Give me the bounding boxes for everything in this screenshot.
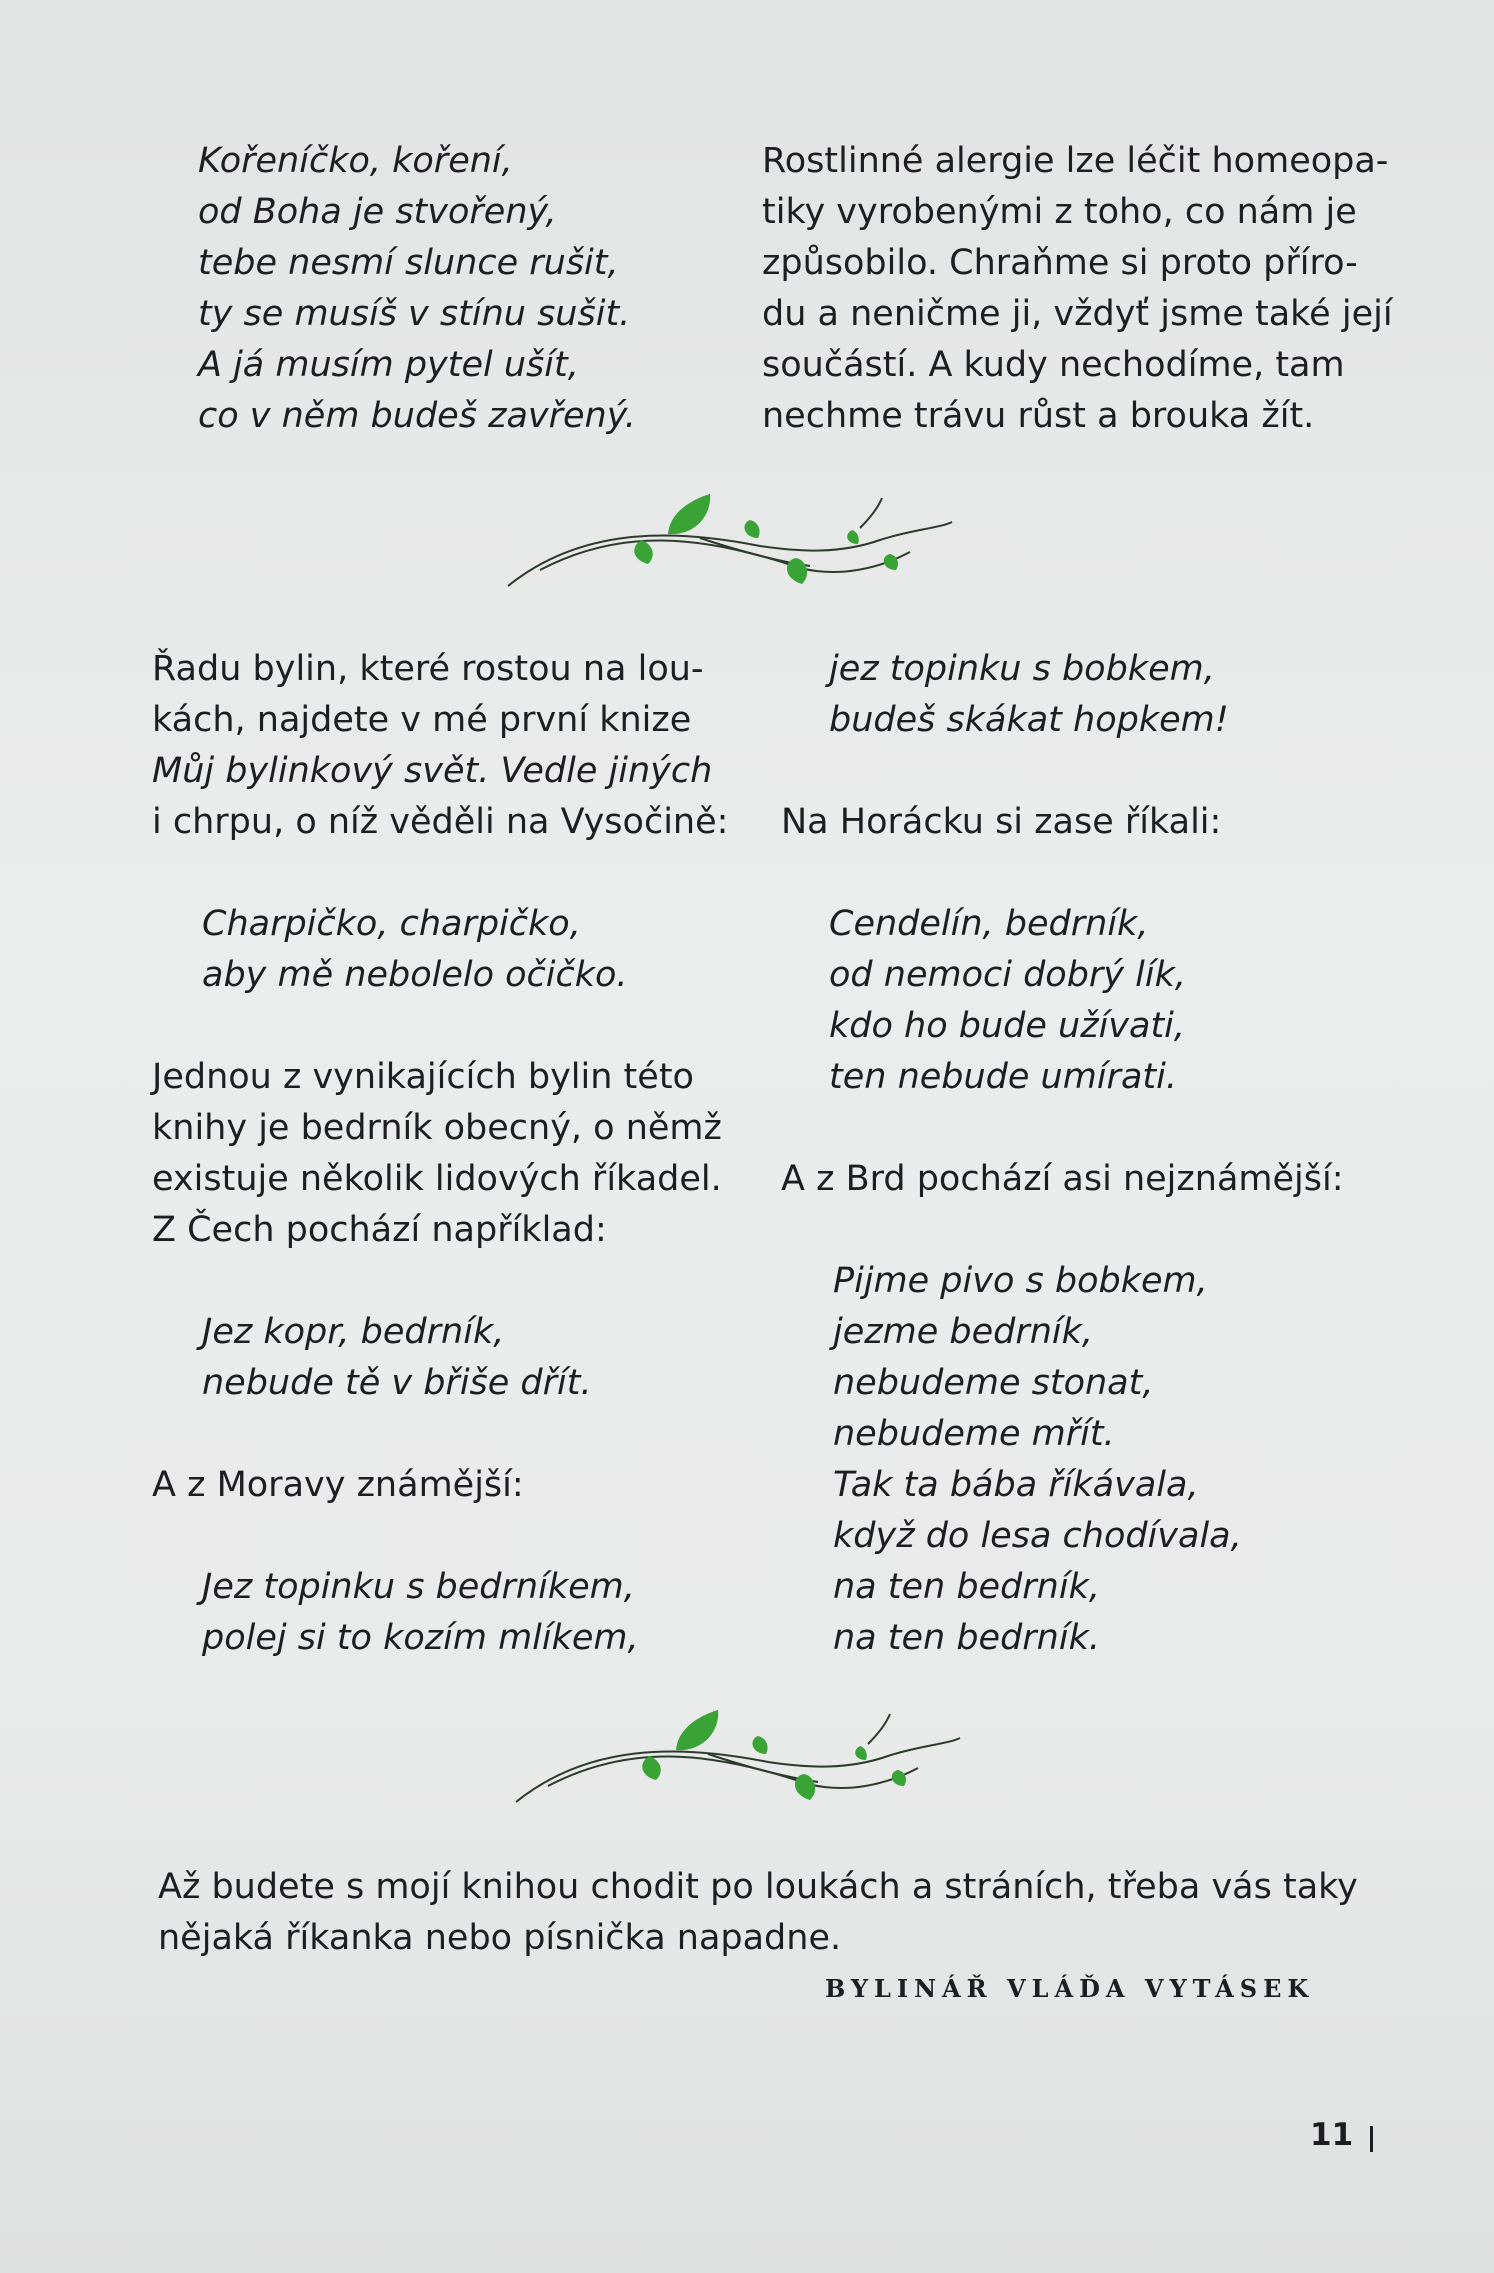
poem-line: budeš skákat hopkem! <box>829 700 1229 740</box>
prose-line: tiky vyrobenými z toho, co nám je <box>762 192 1357 232</box>
closing-paragraph <box>158 1862 1358 1964</box>
prose-line: A z Brd pochází asi nejznámější: <box>781 1159 1344 1199</box>
prose-line: kách, najdete v mé první knize <box>152 700 692 740</box>
poem-line: Tak ta bába říkávala, <box>833 1465 1199 1505</box>
prose-line: způsobilo. Chraňme si proto příro- <box>762 243 1358 283</box>
prose-line: Z Čech pochází například: <box>152 1210 607 1250</box>
poem-line: jezme bedrník, <box>833 1312 1094 1352</box>
left-column <box>152 644 728 1664</box>
prose-line: Až budete s mojí knihou chodit po loukách a stráních, třeba vás taky <box>158 1867 1358 1907</box>
prose-line: du a neničme ji, vždyť jsme také její <box>762 294 1393 334</box>
top-prose <box>762 136 1393 442</box>
prose-line: nechme trávu růst a brouka žít. <box>762 396 1315 436</box>
prose-line: Na Horácku si zase říkali: <box>781 802 1222 842</box>
prose-line: nějaká říkanka nebo písnička napadne. <box>158 1918 842 1958</box>
poem-line: aby mě nebolelo očičko. <box>202 955 628 995</box>
poem-line: nebudeme mřít. <box>833 1414 1115 1454</box>
poem-line: Jez topinku s bedrníkem, <box>202 1567 635 1607</box>
vine-ornament-icon <box>508 1704 968 1810</box>
prose-line: knihy je bedrník obecný, o němž <box>152 1108 722 1148</box>
prose-line: Rostlinné alergie lze léčit homeopa- <box>762 141 1389 181</box>
prose-line: A z Moravy známější: <box>152 1465 524 1505</box>
poem-line: Jez kopr, bedrník, <box>202 1312 505 1352</box>
poem-line: nebude tě v břiše dřít. <box>202 1363 592 1403</box>
right-column <box>781 644 1344 1664</box>
poem-line: na ten bedrník. <box>833 1618 1100 1658</box>
prose-line: Jednou z vynikajících bylin této <box>152 1057 694 1097</box>
poem-line: od Boha je stvořený, <box>198 192 557 232</box>
prose-line: součástí. A kudy nechodíme, tam <box>762 345 1345 385</box>
page-number-divider <box>1370 2126 1373 2152</box>
prose-line: i chrpu, o níž věděli na Vysočině: <box>152 802 729 842</box>
author-signature: BYLINÁŘ VLÁĎA VYTÁSEK <box>825 1974 1315 2003</box>
book-title-line: Můj bylinkový svět. Vedle jiných <box>152 751 713 791</box>
poem-line: Kořeníčko, koření, <box>198 141 513 181</box>
poem-line: ten nebude umírati. <box>829 1057 1177 1097</box>
prose-line: Řadu bylin, které rostou na lou- <box>152 649 704 689</box>
poem-line: Cendelín, bedrník, <box>829 904 1149 944</box>
vine-ornament-icon <box>500 488 960 594</box>
poem-line: od nemoci dobrý lík, <box>829 955 1186 995</box>
poem-line: jez topinku s bobkem, <box>829 649 1215 689</box>
poem-line: na ten bedrník, <box>833 1567 1100 1607</box>
poem-line: Charpičko, charpičko, <box>202 904 581 944</box>
poem-line: kdo ho bude užívati, <box>829 1006 1186 1046</box>
poem-line: tebe nesmí slunce rušit, <box>198 243 619 283</box>
page-number: 11 <box>1310 2117 1354 2153</box>
top-poem <box>198 136 636 442</box>
poem-line: Pijme pivo s bobkem, <box>833 1261 1208 1301</box>
poem-line: polej si to kozím mlíkem, <box>202 1618 639 1658</box>
poem-line: když do lesa chodívala, <box>833 1516 1242 1556</box>
poem-line: ty se musíš v stínu sušit. <box>198 294 631 334</box>
prose-line: existuje několik lidových říkadel. <box>152 1159 722 1199</box>
poem-line: nebudeme stonat, <box>833 1363 1154 1403</box>
poem-line: co v něm budeš zavřený. <box>198 396 636 436</box>
poem-line: A já musím pytel ušít, <box>198 345 579 385</box>
